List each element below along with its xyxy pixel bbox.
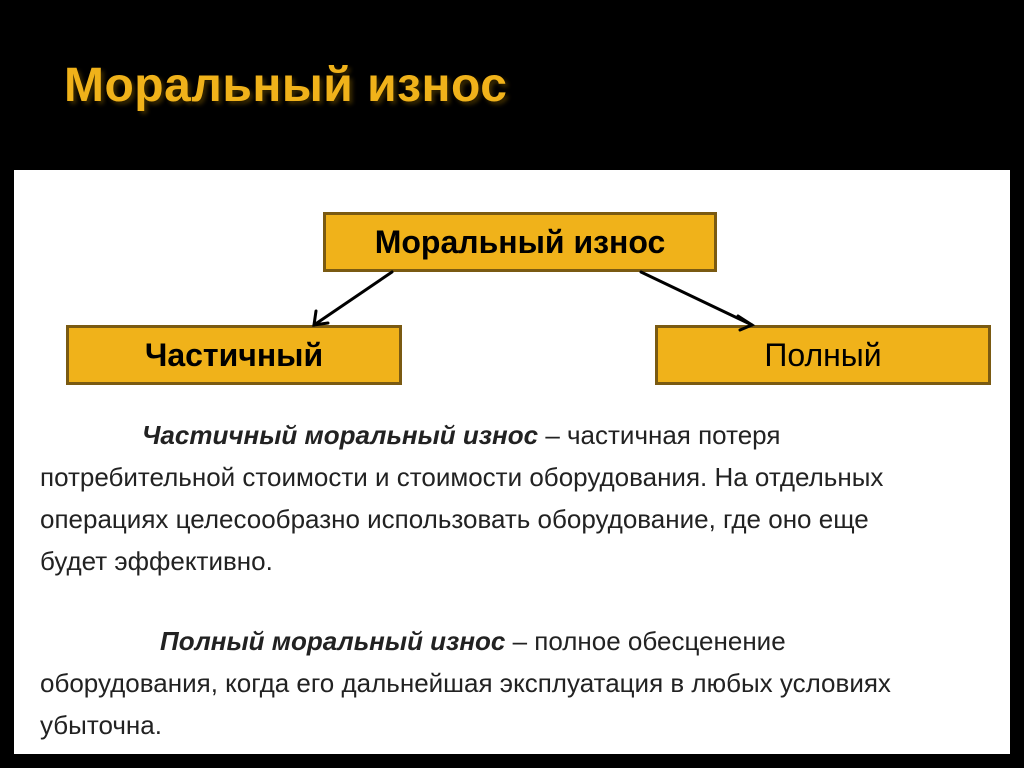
diagram-partial-box: Частичный [66, 325, 402, 385]
paragraph-partial [40, 414, 940, 582]
paragraph-full [40, 620, 940, 746]
slide-title: Моральный износ [64, 59, 508, 112]
diagram-full-box: Полный [655, 325, 991, 385]
term-partial: Частичный моральный износ [142, 420, 539, 450]
definition-partial: – частичная потеря потребительной стоимости и стоимости оборудования. На отдельных операциях целесообразно использовать оборудование, где оно еще будет эффективно. [40, 420, 884, 576]
term-full: Полный моральный износ [160, 626, 506, 656]
title-bar [0, 0, 1024, 160]
diagram-root-box: Моральный износ [323, 212, 717, 272]
definition-full: – полное обесценение оборудования, когда его дальнейшая эксплуатация в любых условиях убыточна. [40, 626, 891, 740]
